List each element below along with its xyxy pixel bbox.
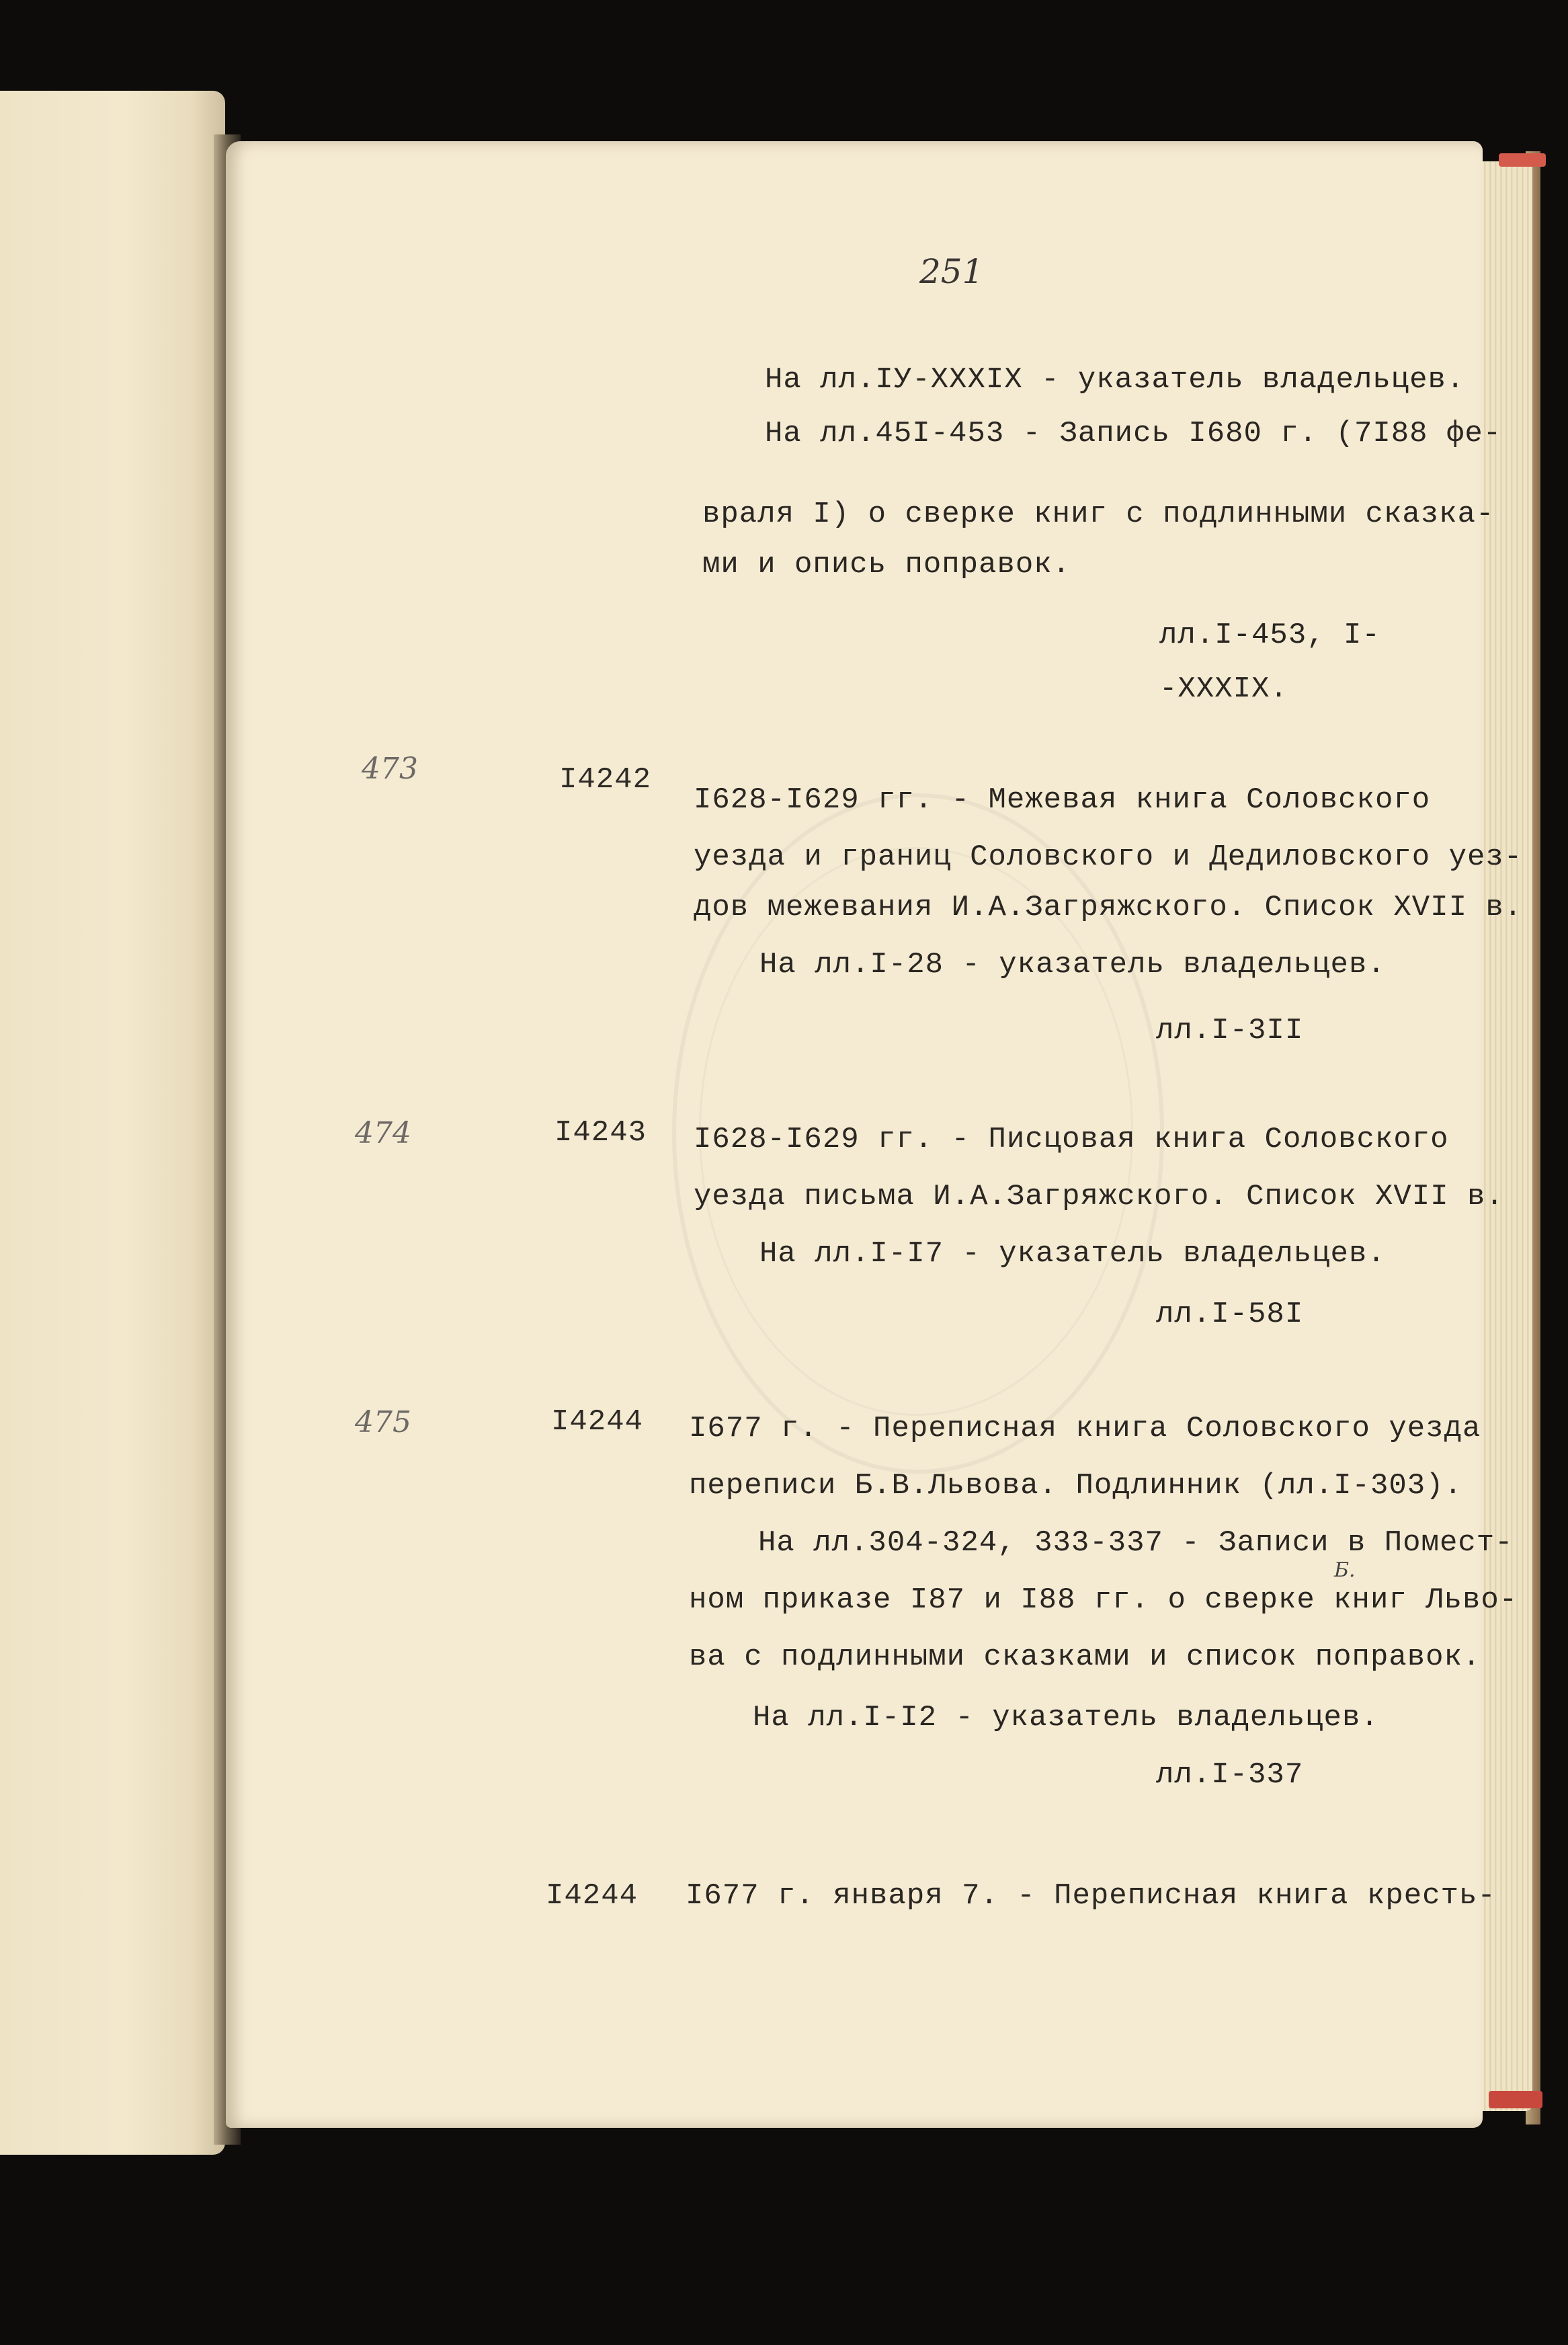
- folio-range: лл.I-58I: [1156, 1298, 1304, 1331]
- text-line: I677 г. января 7. - Переписная книга кресть-: [686, 1879, 1496, 1913]
- text-line: На лл.I-I7 - указатель владельцев.: [759, 1237, 1386, 1271]
- cover-corner-bottom: [1489, 2091, 1542, 2108]
- handwritten-correction: Б.: [1334, 1558, 1356, 1582]
- record-code: I4244: [546, 1879, 638, 1913]
- text-line: На лл.45I-453 - Запись I680 г. (7I88 фе-: [765, 417, 1502, 450]
- pencil-number: 473: [362, 752, 418, 786]
- cover-corner-top: [1499, 153, 1546, 167]
- text-line: враля I) о сверке книг с подлинными сказка-: [702, 498, 1495, 531]
- record-code: I4243: [554, 1116, 647, 1150]
- folio-range: лл.I-3II: [1156, 1014, 1304, 1047]
- folio-range: лл.I-453, I-: [1159, 619, 1380, 652]
- text-line: ном приказе I87 и I88 гг. о сверке книг Льво-: [689, 1583, 1518, 1617]
- text-line: На лл.304-324, 333-337 - Записи в Помест-: [758, 1526, 1514, 1560]
- record-code: I4242: [559, 763, 652, 797]
- text-line: дов межевания И.А.Загряжского. Список XVII в.: [694, 891, 1523, 924]
- text-line: На лл.I-28 - указатель владельцев.: [759, 948, 1386, 982]
- record-code: I4244: [551, 1405, 644, 1439]
- folio-range: лл.I-337: [1156, 1758, 1304, 1792]
- text-line: I677 г. - Переписная книга Соловского уезда: [689, 1412, 1481, 1445]
- page-number: 251: [919, 252, 984, 291]
- text-line: На лл.IУ-XXXIX - указатель владельцев.: [765, 363, 1465, 397]
- pencil-number: 474: [355, 1116, 411, 1150]
- text-line: На лл.I-I2 - указатель владельцев.: [753, 1701, 1379, 1735]
- page-block-edges: [1475, 161, 1532, 2111]
- text-line: ва с подлинными сказками и список поправок.: [689, 1640, 1481, 1674]
- text-line: I628-I629 гг. - Межевая книга Соловского: [694, 783, 1431, 817]
- text-line: переписи Б.В.Львова. Подлинник (лл.I-303).: [689, 1469, 1462, 1503]
- text-line: уезда письма И.А.Загряжского. Список XVII в.: [694, 1180, 1504, 1214]
- pencil-number: 475: [355, 1405, 411, 1439]
- text-line: I628-I629 гг. - Писцовая книга Соловского: [694, 1123, 1449, 1156]
- text-line: уезда и границ Соловского и Дедиловского уез-: [694, 840, 1523, 874]
- text-line: ми и опись поправок.: [702, 548, 1071, 582]
- folio-range: -XXXIX.: [1159, 672, 1288, 706]
- left-page: [0, 91, 225, 2155]
